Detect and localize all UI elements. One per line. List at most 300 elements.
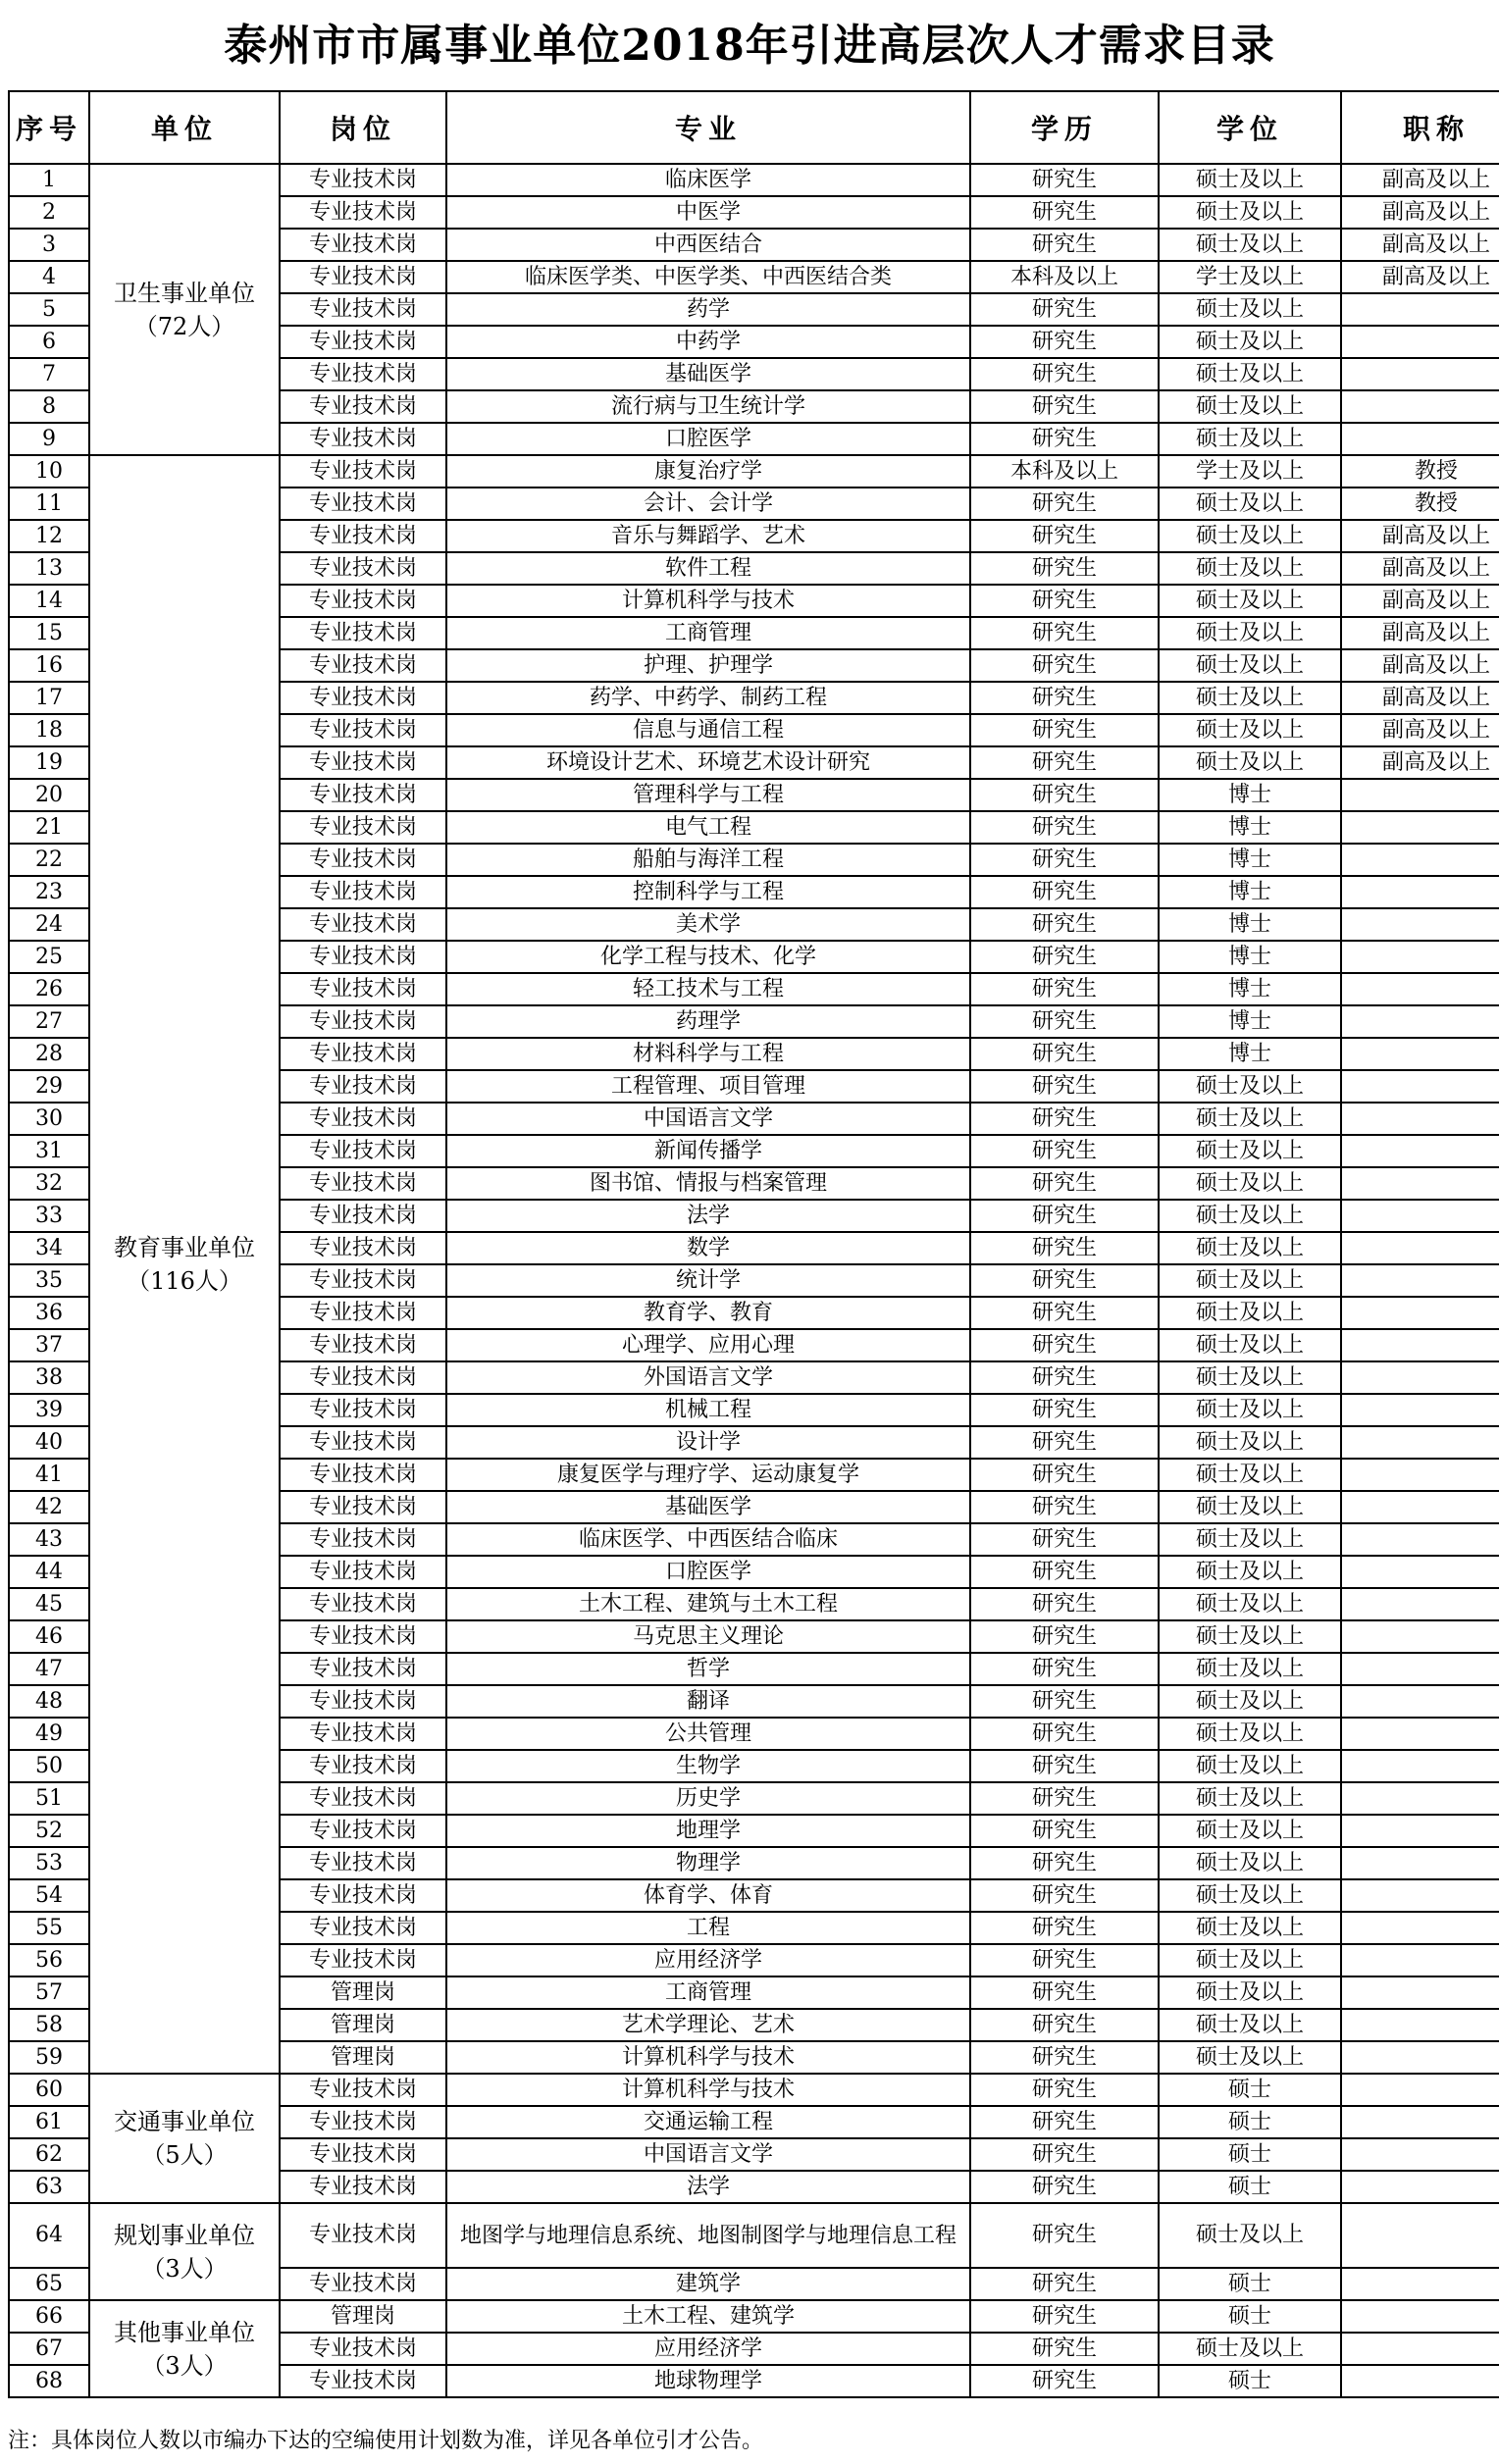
row-index: 3	[9, 229, 89, 261]
row-index: 15	[9, 617, 89, 649]
major-cell: 管理科学与工程	[446, 779, 970, 811]
education-cell: 研究生	[970, 229, 1159, 261]
degree-cell: 硕士及以上	[1159, 1103, 1341, 1135]
row-index: 31	[9, 1135, 89, 1167]
degree-cell: 硕士及以上	[1159, 1912, 1341, 1944]
header-unit: 单位	[89, 91, 280, 164]
major-cell: 基础医学	[446, 1491, 970, 1523]
row-index: 4	[9, 261, 89, 293]
education-cell: 研究生	[970, 1847, 1159, 1879]
degree-cell: 硕士及以上	[1159, 2009, 1341, 2041]
major-cell: 统计学	[446, 1264, 970, 1297]
education-cell: 研究生	[970, 1944, 1159, 1976]
degree-cell: 博士	[1159, 941, 1341, 973]
major-cell: 应用经济学	[446, 1944, 970, 1976]
post-cell: 专业技术岗	[280, 1070, 446, 1103]
title-rank-cell: 副高及以上	[1341, 682, 1499, 714]
degree-cell: 硕士及以上	[1159, 520, 1341, 552]
major-cell: 中药学	[446, 326, 970, 358]
title-rank-cell: 副高及以上	[1341, 261, 1499, 293]
degree-cell: 硕士及以上	[1159, 1070, 1341, 1103]
title-rank-cell	[1341, 1167, 1499, 1200]
title-rank-cell: 副高及以上	[1341, 520, 1499, 552]
education-cell: 研究生	[970, 2268, 1159, 2300]
major-cell: 音乐与舞蹈学、艺术	[446, 520, 970, 552]
header-major: 专业	[446, 91, 970, 164]
degree-cell: 硕士及以上	[1159, 326, 1341, 358]
title-rank-cell	[1341, 1912, 1499, 1944]
major-cell: 心理学、应用心理	[446, 1329, 970, 1361]
post-cell: 专业技术岗	[280, 1135, 446, 1167]
major-cell: 体育学、体育	[446, 1879, 970, 1912]
row-index: 39	[9, 1394, 89, 1426]
title-rank-cell	[1341, 1426, 1499, 1459]
row-index: 54	[9, 1879, 89, 1912]
row-index: 50	[9, 1750, 89, 1782]
major-cell: 工程	[446, 1912, 970, 1944]
education-cell: 研究生	[970, 682, 1159, 714]
unit-headcount: （116人）	[127, 1267, 242, 1295]
education-cell: 研究生	[970, 1879, 1159, 1912]
degree-cell: 硕士及以上	[1159, 164, 1341, 196]
post-cell: 专业技术岗	[280, 1329, 446, 1361]
post-cell: 专业技术岗	[280, 1879, 446, 1912]
post-cell: 专业技术岗	[280, 1944, 446, 1976]
education-cell: 研究生	[970, 164, 1159, 196]
post-cell: 专业技术岗	[280, 1685, 446, 1718]
post-cell: 专业技术岗	[280, 714, 446, 746]
post-cell: 专业技术岗	[280, 1653, 446, 1685]
row-index: 9	[9, 423, 89, 455]
post-cell: 专业技术岗	[280, 164, 446, 196]
row-index: 29	[9, 1070, 89, 1103]
title-rank-cell: 副高及以上	[1341, 229, 1499, 261]
major-cell: 地理学	[446, 1815, 970, 1847]
major-cell: 美术学	[446, 908, 970, 941]
title-rank-cell	[1341, 1685, 1499, 1718]
row-index: 33	[9, 1200, 89, 1232]
post-cell: 专业技术岗	[280, 1297, 446, 1329]
row-index: 45	[9, 1588, 89, 1620]
major-cell: 历史学	[446, 1782, 970, 1815]
degree-cell: 硕士及以上	[1159, 488, 1341, 520]
row-index: 6	[9, 326, 89, 358]
education-cell: 研究生	[970, 876, 1159, 908]
education-cell: 研究生	[970, 1782, 1159, 1815]
unit-name: 卫生事业单位	[114, 279, 255, 307]
row-index: 38	[9, 1361, 89, 1394]
major-cell: 中国语言文学	[446, 1103, 970, 1135]
major-cell: 计算机科学与技术	[446, 585, 970, 617]
row-index: 55	[9, 1912, 89, 1944]
degree-cell: 硕士及以上	[1159, 1232, 1341, 1264]
post-cell: 专业技术岗	[280, 261, 446, 293]
unit-headcount: （3人）	[141, 2254, 228, 2283]
education-cell: 研究生	[970, 1491, 1159, 1523]
education-cell: 研究生	[970, 2009, 1159, 2041]
post-cell: 专业技术岗	[280, 649, 446, 682]
degree-cell: 硕士及以上	[1159, 1944, 1341, 1976]
degree-cell: 硕士及以上	[1159, 1620, 1341, 1653]
row-index: 65	[9, 2268, 89, 2300]
post-cell: 专业技术岗	[280, 1588, 446, 1620]
post-cell: 专业技术岗	[280, 2171, 446, 2203]
degree-cell: 硕士及以上	[1159, 1815, 1341, 1847]
post-cell: 管理岗	[280, 1976, 446, 2009]
row-index: 13	[9, 552, 89, 585]
row-index: 8	[9, 390, 89, 423]
degree-cell: 博士	[1159, 973, 1341, 1005]
degree-cell: 硕士及以上	[1159, 1329, 1341, 1361]
row-index: 11	[9, 488, 89, 520]
degree-cell: 硕士及以上	[1159, 1976, 1341, 2009]
row-index: 20	[9, 779, 89, 811]
degree-cell: 硕士及以上	[1159, 1491, 1341, 1523]
education-cell: 研究生	[970, 358, 1159, 390]
row-index: 16	[9, 649, 89, 682]
title-rank-cell	[1341, 1620, 1499, 1653]
title-rank-cell	[1341, 2106, 1499, 2138]
title-rank-cell	[1341, 779, 1499, 811]
post-cell: 专业技术岗	[280, 2365, 446, 2397]
education-cell: 研究生	[970, 746, 1159, 779]
degree-cell: 硕士及以上	[1159, 1264, 1341, 1297]
degree-cell: 硕士及以上	[1159, 2333, 1341, 2365]
post-cell: 专业技术岗	[280, 1782, 446, 1815]
education-cell: 研究生	[970, 488, 1159, 520]
major-cell: 应用经济学	[446, 2333, 970, 2365]
unit-name: 交通事业单位	[114, 2108, 255, 2135]
degree-cell: 硕士及以上	[1159, 229, 1341, 261]
education-cell: 研究生	[970, 2041, 1159, 2074]
post-cell: 管理岗	[280, 2041, 446, 2074]
row-index: 64	[9, 2203, 89, 2268]
title-rank-cell	[1341, 1394, 1499, 1426]
education-cell: 研究生	[970, 2074, 1159, 2106]
post-cell: 专业技术岗	[280, 617, 446, 649]
title-rank-cell	[1341, 1523, 1499, 1556]
major-cell: 土木工程、建筑学	[446, 2300, 970, 2333]
post-cell: 专业技术岗	[280, 973, 446, 1005]
post-cell: 专业技术岗	[280, 358, 446, 390]
major-cell: 交通运输工程	[446, 2106, 970, 2138]
degree-cell: 硕士	[1159, 2171, 1341, 2203]
post-cell: 专业技术岗	[280, 1718, 446, 1750]
row-index: 27	[9, 1005, 89, 1038]
row-index: 43	[9, 1523, 89, 1556]
title-rank-cell: 副高及以上	[1341, 164, 1499, 196]
major-cell: 中西医结合	[446, 229, 970, 261]
unit-name: 教育事业单位	[114, 1234, 255, 1261]
major-cell: 软件工程	[446, 552, 970, 585]
education-cell: 研究生	[970, 973, 1159, 1005]
post-cell: 专业技术岗	[280, 908, 446, 941]
post-cell: 专业技术岗	[280, 1200, 446, 1232]
major-cell: 轻工技术与工程	[446, 973, 970, 1005]
degree-cell: 硕士及以上	[1159, 1556, 1341, 1588]
title-rank-cell	[1341, 1264, 1499, 1297]
education-cell: 研究生	[970, 196, 1159, 229]
education-cell: 研究生	[970, 714, 1159, 746]
unit-cell	[89, 455, 280, 2074]
row-index: 61	[9, 2106, 89, 2138]
row-index: 14	[9, 585, 89, 617]
education-cell: 研究生	[970, 1426, 1159, 1459]
education-cell: 研究生	[970, 1264, 1159, 1297]
education-cell: 研究生	[970, 1005, 1159, 1038]
title-rank-cell	[1341, 390, 1499, 423]
degree-cell: 硕士及以上	[1159, 1782, 1341, 1815]
education-cell: 研究生	[970, 1556, 1159, 1588]
table-row	[9, 2203, 1499, 2268]
education-cell: 研究生	[970, 1070, 1159, 1103]
major-cell: 地球物理学	[446, 2365, 970, 2397]
post-cell: 专业技术岗	[280, 455, 446, 488]
major-cell: 翻译	[446, 1685, 970, 1718]
education-cell: 研究生	[970, 423, 1159, 455]
education-cell: 研究生	[970, 293, 1159, 326]
major-cell: 机械工程	[446, 1394, 970, 1426]
education-cell: 研究生	[970, 1523, 1159, 1556]
row-index: 1	[9, 164, 89, 196]
education-cell: 研究生	[970, 844, 1159, 876]
title-rank-cell	[1341, 908, 1499, 941]
row-index: 24	[9, 908, 89, 941]
education-cell: 研究生	[970, 1620, 1159, 1653]
title-rank-cell: 副高及以上	[1341, 552, 1499, 585]
education-cell: 研究生	[970, 2106, 1159, 2138]
major-cell: 药学	[446, 293, 970, 326]
education-cell: 研究生	[970, 2333, 1159, 2365]
row-index: 67	[9, 2333, 89, 2365]
row-index: 58	[9, 2009, 89, 2041]
title-rank-cell	[1341, 1653, 1499, 1685]
post-cell: 专业技术岗	[280, 779, 446, 811]
post-cell: 专业技术岗	[280, 2203, 446, 2268]
header-post: 岗位	[280, 91, 446, 164]
table-row	[9, 2074, 1499, 2106]
document-title: 泰州市市属事业单位2018年引进高层次人才需求目录	[224, 21, 1275, 71]
row-index: 66	[9, 2300, 89, 2333]
title-rank-cell	[1341, 2333, 1499, 2365]
education-cell: 研究生	[970, 1459, 1159, 1491]
title-rank-cell	[1341, 1588, 1499, 1620]
degree-cell: 博士	[1159, 1038, 1341, 1070]
major-cell: 护理、护理学	[446, 649, 970, 682]
degree-cell: 硕士及以上	[1159, 552, 1341, 585]
post-cell: 专业技术岗	[280, 941, 446, 973]
title-rank-cell: 副高及以上	[1341, 649, 1499, 682]
degree-cell: 硕士	[1159, 2106, 1341, 2138]
major-cell: 信息与通信工程	[446, 714, 970, 746]
degree-cell: 硕士及以上	[1159, 1459, 1341, 1491]
row-index: 60	[9, 2074, 89, 2106]
post-cell: 专业技术岗	[280, 1264, 446, 1297]
title-rank-cell	[1341, 1847, 1499, 1879]
table-row	[9, 455, 1499, 488]
education-cell: 研究生	[970, 1912, 1159, 1944]
title-rank-cell	[1341, 1815, 1499, 1847]
row-index: 40	[9, 1426, 89, 1459]
row-index: 59	[9, 2041, 89, 2074]
major-cell: 生物学	[446, 1750, 970, 1782]
row-index: 2	[9, 196, 89, 229]
row-index: 23	[9, 876, 89, 908]
unit-headcount: （3人）	[141, 2351, 228, 2380]
post-cell: 专业技术岗	[280, 1038, 446, 1070]
title-rank-cell	[1341, 2138, 1499, 2171]
row-index: 5	[9, 293, 89, 326]
title-rank-cell	[1341, 1038, 1499, 1070]
major-cell: 计算机科学与技术	[446, 2074, 970, 2106]
degree-cell: 博士	[1159, 811, 1341, 844]
post-cell: 专业技术岗	[280, 811, 446, 844]
row-index: 53	[9, 1847, 89, 1879]
row-index: 12	[9, 520, 89, 552]
row-index: 26	[9, 973, 89, 1005]
title-rank-cell	[1341, 2203, 1499, 2268]
title-rank-cell	[1341, 1459, 1499, 1491]
post-cell: 专业技术岗	[280, 1750, 446, 1782]
row-index: 32	[9, 1167, 89, 1200]
header-education: 学历	[970, 91, 1159, 164]
major-cell: 口腔医学	[446, 423, 970, 455]
title-rank-cell	[1341, 293, 1499, 326]
degree-cell: 硕士及以上	[1159, 1426, 1341, 1459]
row-index: 7	[9, 358, 89, 390]
post-cell: 专业技术岗	[280, 1620, 446, 1653]
education-cell: 研究生	[970, 2365, 1159, 2397]
education-cell: 研究生	[970, 2138, 1159, 2171]
post-cell: 专业技术岗	[280, 2074, 446, 2106]
major-cell: 公共管理	[446, 1718, 970, 1750]
major-cell: 电气工程	[446, 811, 970, 844]
degree-cell: 硕士及以上	[1159, 358, 1341, 390]
title-rank-cell	[1341, 973, 1499, 1005]
degree-cell: 硕士及以上	[1159, 585, 1341, 617]
row-index: 18	[9, 714, 89, 746]
title-rank-cell	[1341, 1103, 1499, 1135]
major-cell: 图书馆、情报与档案管理	[446, 1167, 970, 1200]
education-cell: 研究生	[970, 1653, 1159, 1685]
degree-cell: 硕士及以上	[1159, 1847, 1341, 1879]
title-rank-cell	[1341, 2009, 1499, 2041]
education-cell: 研究生	[970, 2203, 1159, 2268]
unit-cell	[89, 2074, 280, 2203]
education-cell: 研究生	[970, 520, 1159, 552]
title-rank-cell: 副高及以上	[1341, 617, 1499, 649]
education-cell: 研究生	[970, 1976, 1159, 2009]
title-rank-cell	[1341, 2268, 1499, 2300]
degree-cell: 硕士及以上	[1159, 1685, 1341, 1718]
row-index: 48	[9, 1685, 89, 1718]
education-cell: 研究生	[970, 908, 1159, 941]
post-cell: 专业技术岗	[280, 1847, 446, 1879]
title-rank-cell: 副高及以上	[1341, 746, 1499, 779]
major-cell: 康复医学与理疗学、运动康复学	[446, 1459, 970, 1491]
major-cell: 药学、中药学、制药工程	[446, 682, 970, 714]
title-rank-cell	[1341, 1944, 1499, 1976]
degree-cell: 硕士	[1159, 2300, 1341, 2333]
post-cell: 专业技术岗	[280, 552, 446, 585]
row-index: 63	[9, 2171, 89, 2203]
unit-headcount: （5人）	[141, 2141, 228, 2169]
title-rank-cell	[1341, 2041, 1499, 2074]
row-index: 57	[9, 1976, 89, 2009]
degree-cell: 硕士及以上	[1159, 196, 1341, 229]
degree-cell: 硕士及以上	[1159, 617, 1341, 649]
row-index: 17	[9, 682, 89, 714]
major-cell: 控制科学与工程	[446, 876, 970, 908]
education-cell: 研究生	[970, 2300, 1159, 2333]
degree-cell: 硕士及以上	[1159, 1394, 1341, 1426]
degree-cell: 硕士及以上	[1159, 2203, 1341, 2268]
major-cell: 化学工程与技术、化学	[446, 941, 970, 973]
education-cell: 研究生	[970, 1297, 1159, 1329]
table-body	[9, 164, 1499, 2397]
post-cell: 专业技术岗	[280, 682, 446, 714]
post-cell: 专业技术岗	[280, 488, 446, 520]
title-rank-cell	[1341, 1135, 1499, 1167]
major-cell: 工程管理、项目管理	[446, 1070, 970, 1103]
major-cell: 艺术学理论、艺术	[446, 2009, 970, 2041]
title-rank-cell	[1341, 1556, 1499, 1588]
title-rank-cell	[1341, 1750, 1499, 1782]
major-cell: 环境设计艺术、环境艺术设计研究	[446, 746, 970, 779]
education-cell: 研究生	[970, 1588, 1159, 1620]
degree-cell: 学士及以上	[1159, 455, 1341, 488]
title-rank-cell	[1341, 1976, 1499, 2009]
education-cell: 研究生	[970, 1103, 1159, 1135]
major-cell: 建筑学	[446, 2268, 970, 2300]
degree-cell: 硕士及以上	[1159, 1523, 1341, 1556]
row-index: 36	[9, 1297, 89, 1329]
row-index: 44	[9, 1556, 89, 1588]
row-index: 25	[9, 941, 89, 973]
major-cell: 临床医学	[446, 164, 970, 196]
title-rank-cell	[1341, 1491, 1499, 1523]
major-cell: 材料科学与工程	[446, 1038, 970, 1070]
row-index: 46	[9, 1620, 89, 1653]
row-index: 30	[9, 1103, 89, 1135]
major-cell: 哲学	[446, 1653, 970, 1685]
unit-headcount: （72人）	[133, 312, 235, 340]
row-index: 52	[9, 1815, 89, 1847]
major-cell: 工商管理	[446, 617, 970, 649]
row-index: 19	[9, 746, 89, 779]
degree-cell: 博士	[1159, 908, 1341, 941]
row-index: 51	[9, 1782, 89, 1815]
major-cell: 药理学	[446, 1005, 970, 1038]
education-cell: 研究生	[970, 390, 1159, 423]
title-rank-cell	[1341, 1718, 1499, 1750]
title-rank-cell	[1341, 423, 1499, 455]
unit-cell	[89, 2300, 280, 2397]
title-rank-cell	[1341, 876, 1499, 908]
degree-cell: 硕士及以上	[1159, 1750, 1341, 1782]
title-rank-cell	[1341, 2365, 1499, 2397]
title-rank-cell	[1341, 2074, 1499, 2106]
degree-cell: 硕士及以上	[1159, 1718, 1341, 1750]
education-cell: 研究生	[970, 1718, 1159, 1750]
major-cell: 物理学	[446, 1847, 970, 1879]
title-rank-cell	[1341, 1005, 1499, 1038]
post-cell: 专业技术岗	[280, 1005, 446, 1038]
post-cell: 专业技术岗	[280, 1815, 446, 1847]
major-cell: 法学	[446, 1200, 970, 1232]
title-rank-cell: 副高及以上	[1341, 196, 1499, 229]
major-cell: 外国语言文学	[446, 1361, 970, 1394]
